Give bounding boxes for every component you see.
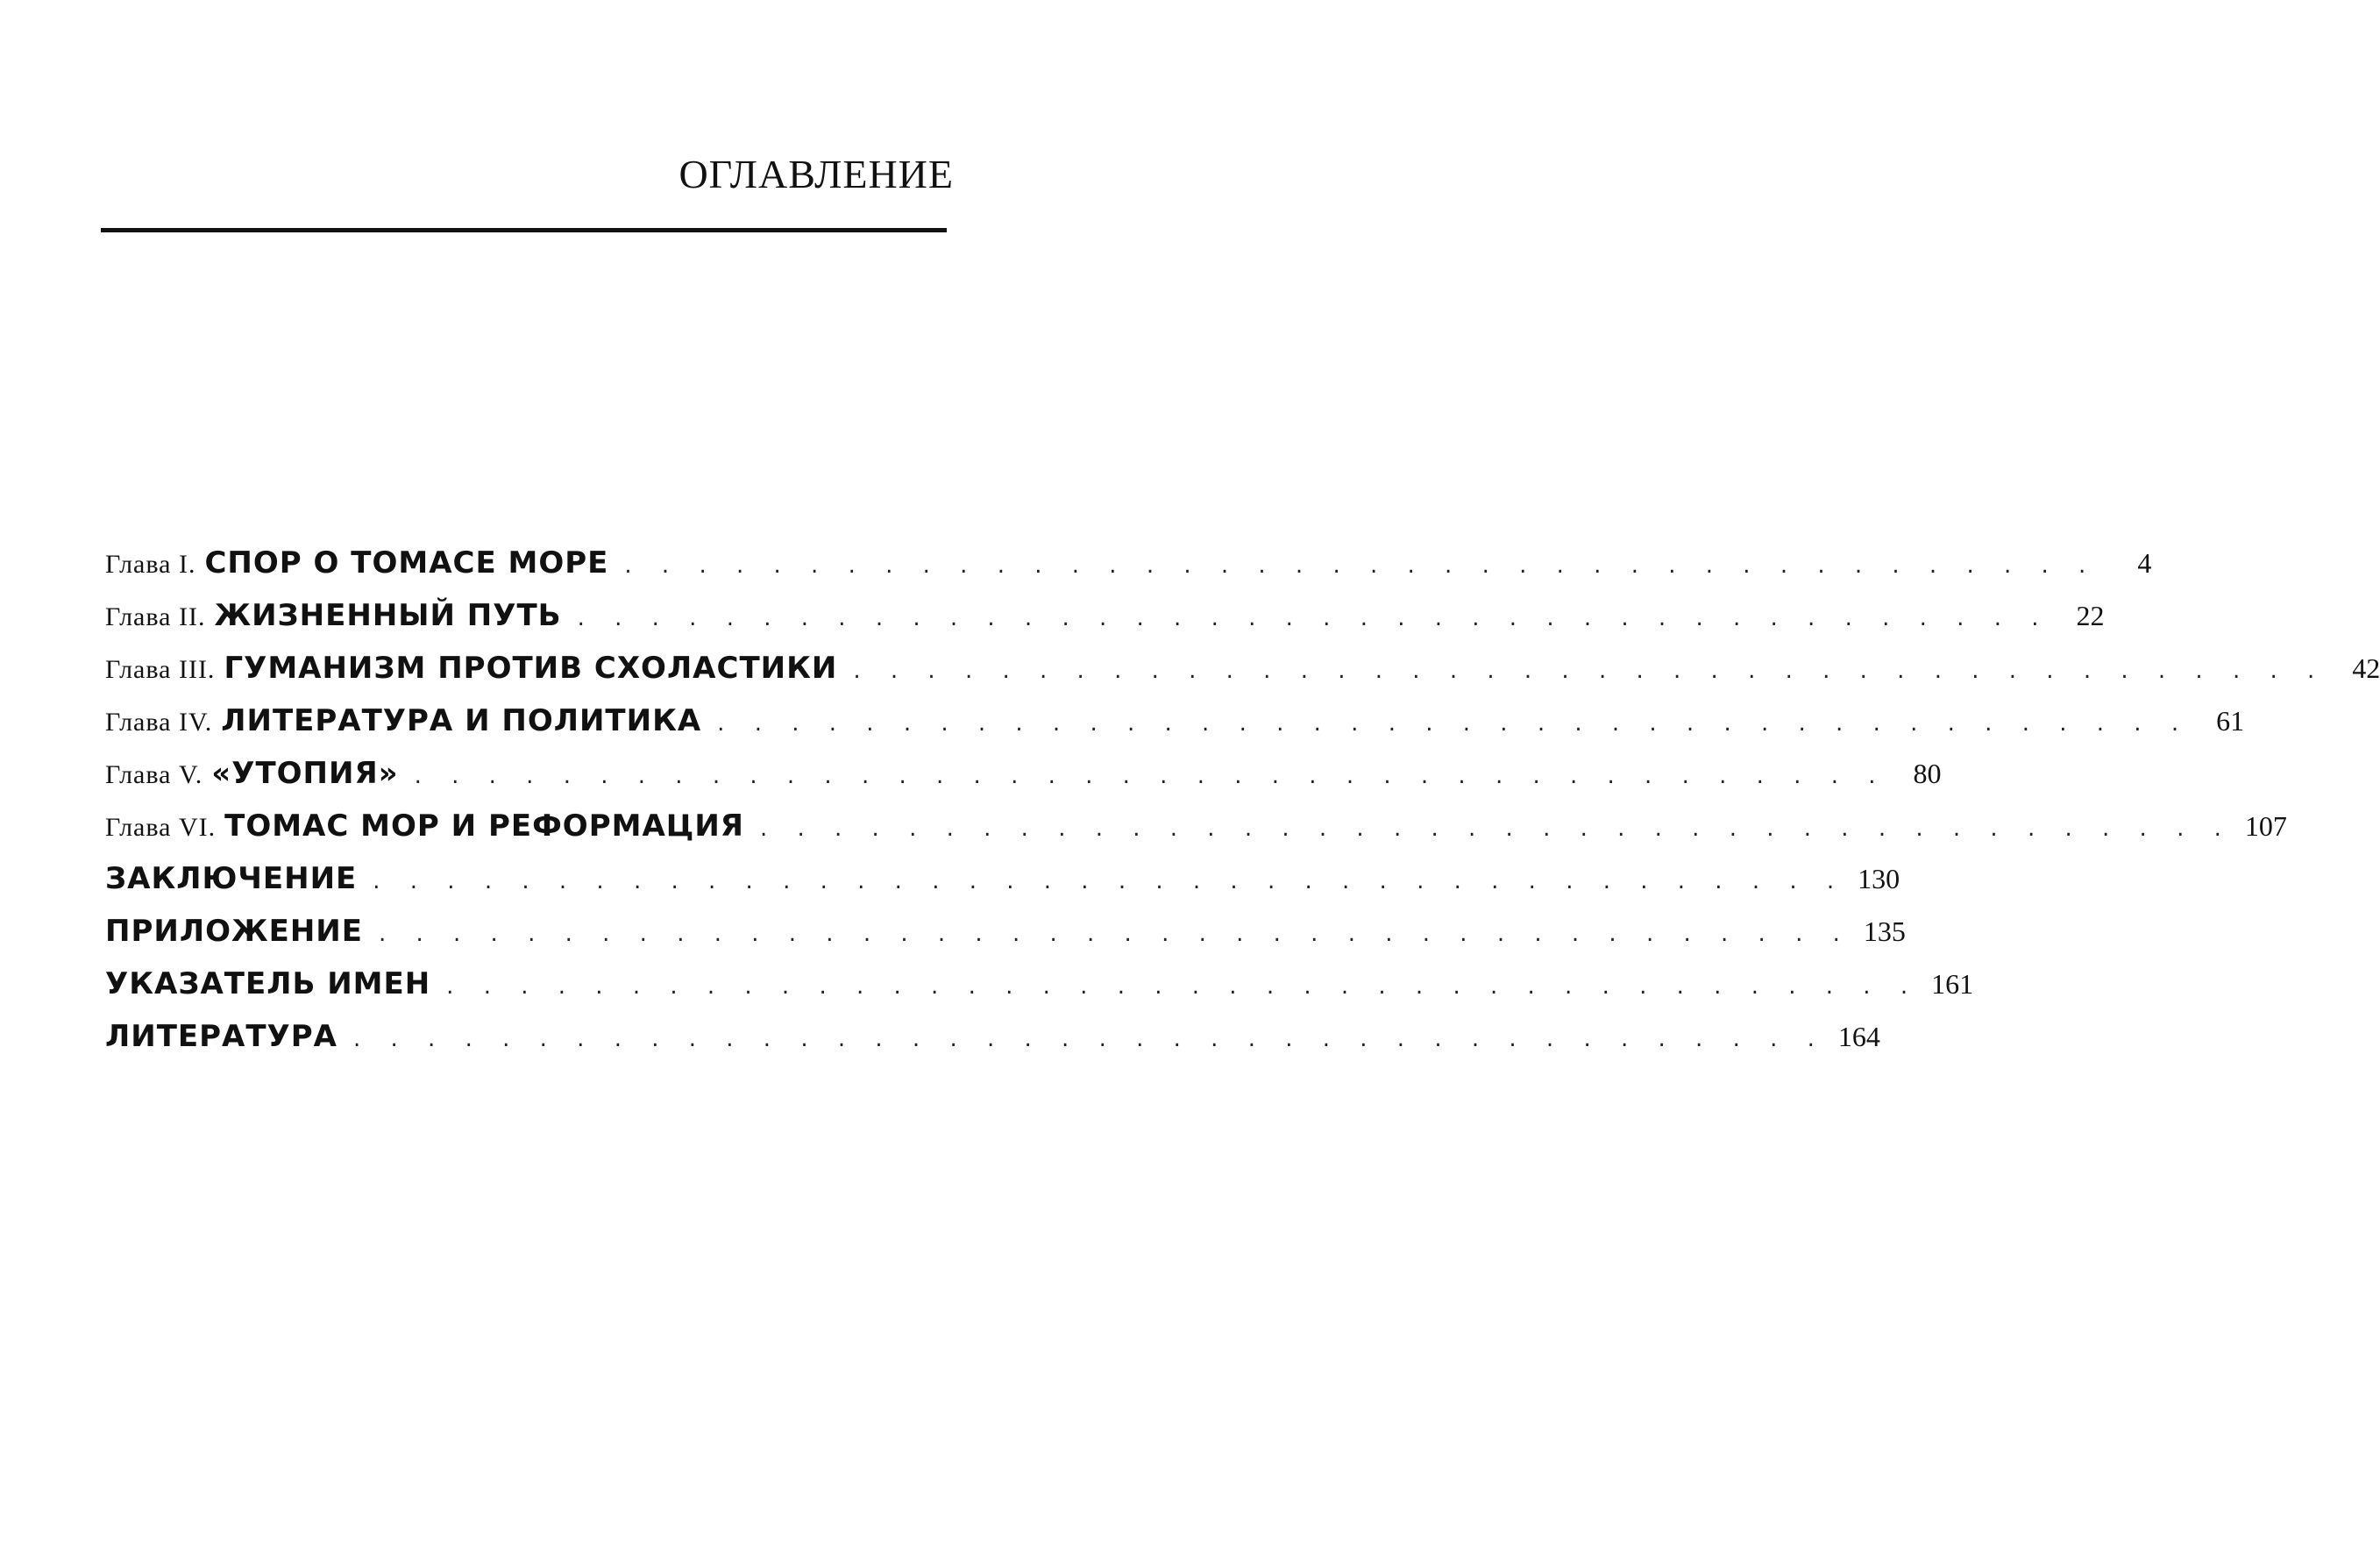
toc-entry-title: ЗАКЛЮЧЕНИЕ: [105, 861, 358, 896]
table-of-contents: [105, 545, 2380, 1072]
toc-entry-prefix: Глава V.: [105, 760, 203, 789]
toc-entry-title: ЛИТЕРАТУРА: [105, 1019, 337, 1054]
page-title: ОГЛАВЛЕНИЕ: [678, 152, 954, 196]
toc-entry-page: 4: [2137, 547, 2152, 579]
toc-entry-page: 61: [2216, 705, 2245, 737]
toc-entry-title: ЖИЗНЕННЫЙ ПУТЬ: [214, 598, 562, 633]
toc-entry-page: 42: [2352, 652, 2380, 684]
toc-entry[interactable]: [105, 914, 1906, 966]
dot-leader: . . . . . . . . . . . . . . . . . . . . . . . . . . . . . . . . . . . . . . . .: [373, 868, 1846, 894]
toc-entry-page: 135: [1863, 915, 1906, 947]
toc-entry[interactable]: [105, 861, 1900, 914]
toc-entry-page: 80: [1913, 758, 1942, 789]
dot-leader: . . . . . . . . . . . . . . . . . . . . . . . . . . . . . . . . . . . . . . . .: [624, 552, 2098, 579]
toc-entry[interactable]: [105, 808, 2287, 861]
toc-entry[interactable]: [105, 545, 2152, 598]
toc-entry-title: СПОР О ТОМАСЕ МОРЕ: [204, 545, 609, 581]
toc-entry-page: 130: [1858, 863, 1900, 894]
toc-entry-prefix: Глава III.: [105, 655, 216, 684]
toc-entry[interactable]: [105, 1019, 1880, 1072]
dot-leader: . . . . . . . . . . . . . . . . . . . . . . . . . . . . . . . . . . . . . . . .: [378, 921, 1851, 947]
toc-entry-title: ГУМАНИЗМ ПРОТИВ СХОЛАСТИКИ: [224, 651, 838, 686]
title-underline: [101, 228, 947, 232]
dot-leader: . . . . . . . . . . . . . . . . . . . . . . . . . . . . . . . . . . . . . . . .: [414, 763, 1887, 789]
toc-entry-prefix: Глава IV.: [105, 708, 213, 737]
toc-entry-prefix: Глава I.: [105, 550, 196, 579]
dot-leader: . . . . . . . . . . . . . . . . . . . . . . . . . . . . . . . . . . . . . . . .: [577, 605, 2050, 631]
toc-entry-title: ТОМАС МОР И РЕФОРМАЦИЯ: [224, 808, 744, 844]
toc-entry[interactable]: [105, 756, 1942, 808]
toc-entry[interactable]: [105, 966, 1974, 1019]
toc-entry[interactable]: [105, 598, 2105, 651]
dot-leader: . . . . . . . . . . . . . . . . . . . . . . . . . . . . . . . . . . . . . . . .: [446, 973, 1920, 1000]
toc-entry[interactable]: [105, 703, 2245, 756]
toc-entry-title: УКАЗАТЕЛЬ ИМЕН: [105, 966, 431, 1001]
dot-leader: . . . . . . . . . . . . . . . . . . . . . . . . . . . . . . . . . . . . . . . .: [717, 710, 2191, 737]
dot-leader: . . . . . . . . . . . . . . . . . . . . . . . . . . . . . . . . . . . . . . . .: [352, 1026, 1826, 1052]
toc-entry-title: «УТОПИЯ»: [211, 756, 399, 791]
toc-entry[interactable]: [105, 651, 2380, 703]
toc-entry-page: 22: [2076, 600, 2105, 631]
dot-leader: . . . . . . . . . . . . . . . . . . . . . . . . . . . . . . . . . . . . . . . .: [759, 816, 2233, 842]
toc-entry-prefix: Глава II.: [105, 602, 206, 631]
toc-entry-page: 107: [2244, 810, 2287, 842]
toc-entry-title: ЛИТЕРАТУРА И ПОЛИТИКА: [221, 703, 702, 738]
toc-entry-prefix: Глава VI.: [105, 813, 217, 842]
toc-entry-page: 161: [1931, 968, 1974, 1000]
dot-leader: . . . . . . . . . . . . . . . . . . . . . . . . . . . . . . . . . . . . . . . .: [853, 658, 2327, 684]
toc-entry-page: 164: [1837, 1021, 1880, 1052]
toc-entry-title: ПРИЛОЖЕНИЕ: [105, 914, 363, 949]
